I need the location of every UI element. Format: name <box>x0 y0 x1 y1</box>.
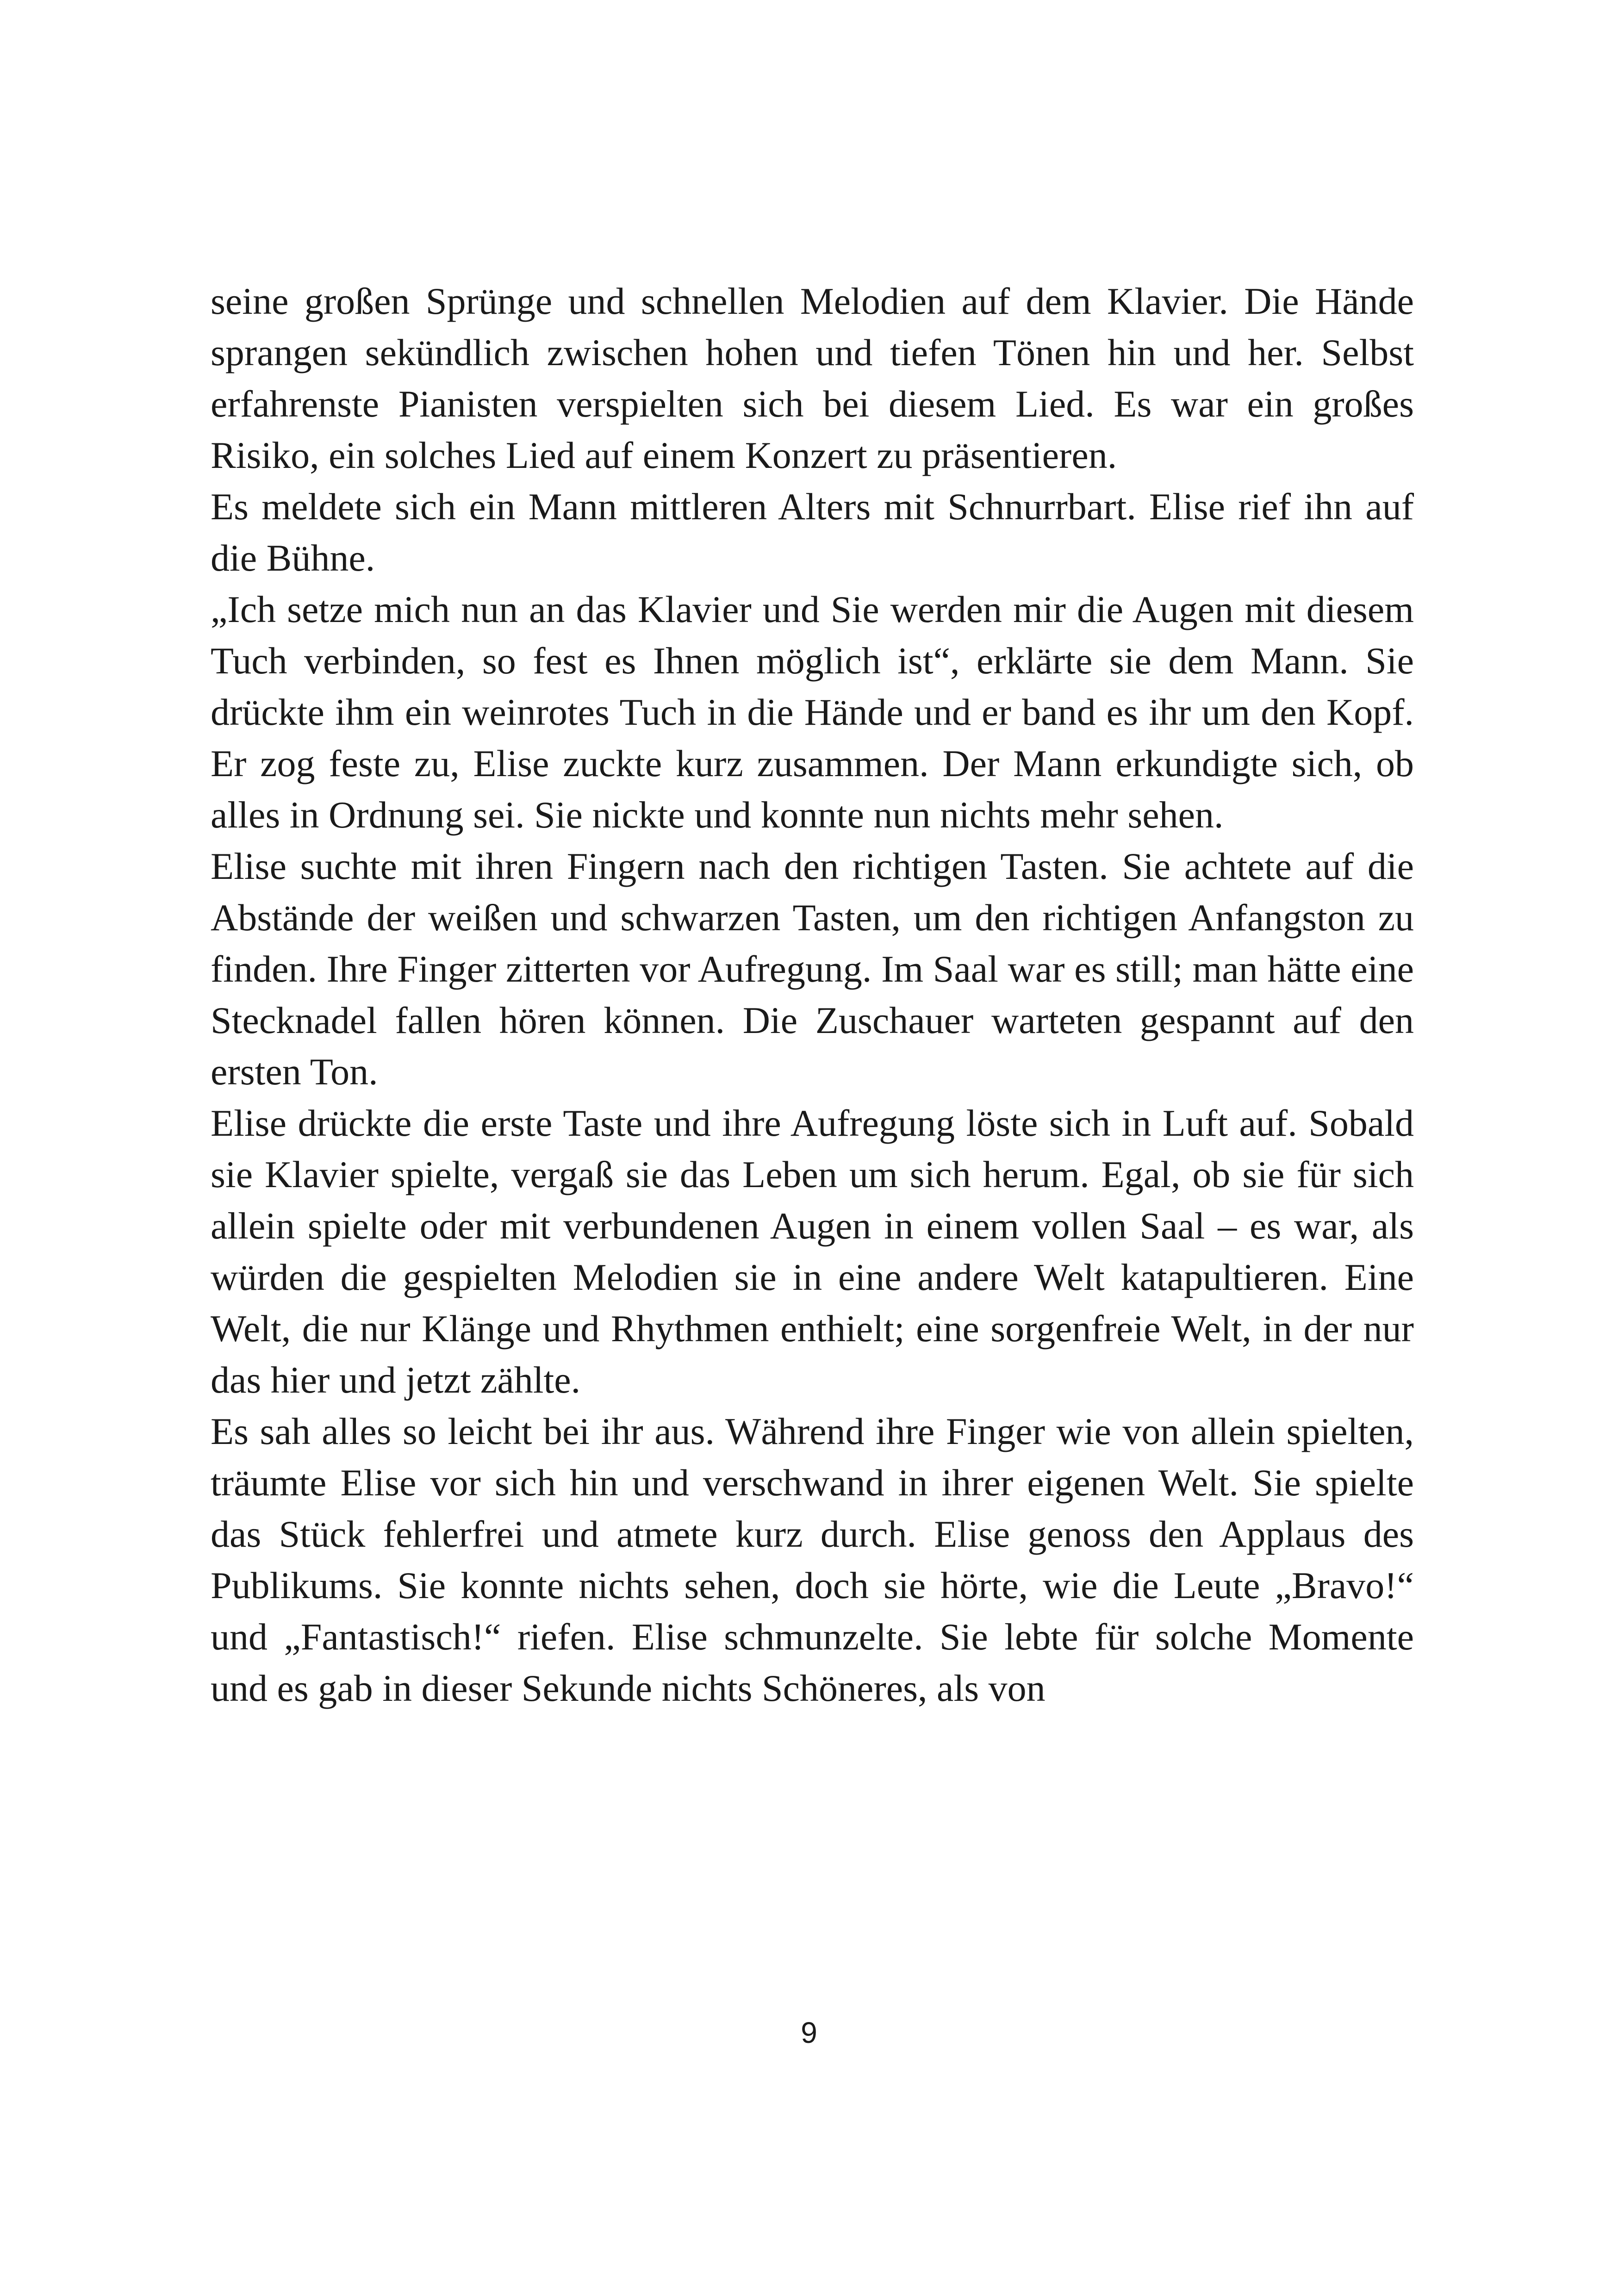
paragraph: Elise suchte mit ihren Fingern nach den richtigen Tasten. Sie achtete auf die Abstände der weißen und schwarzen Tasten, um den richtigen Anfangston zu finden. Ihre Finger zitterten vor Aufregung. Im Saal war es still; man hätte eine Stecknadel fallen hören können. Die Zuschauer warteten gespannt auf den ersten Ton. <box>211 845 1414 1093</box>
paragraph: Es meldete sich ein Mann mittleren Alters mit Schnurrbart. Elise rief ihn auf die Bühne. <box>211 485 1414 579</box>
paragraph: Es sah alles so leicht bei ihr aus. Während ihre Finger wie von allein spielten, träumte Elise vor sich hin und verschwand in ihrer eigenen Welt. Sie spielte das Stück fehlerfrei und atmete kurz durch. Elise genoss den Applaus des Publikums. Sie konnte nichts sehen, doch sie hörte, wie die Leute „Bravo!“ und „Fantastisch!“ riefen. Elise schmunzelte. Sie lebte für solche Momente und es gab in dieser Sekunde nichts Schöneres, als von <box>211 1410 1414 1709</box>
paragraph: „Ich setze mich nun an das Klavier und Sie werden mir die Augen mit diesem Tuch verbinden, so fest es Ihnen möglich ist“, erklärte sie dem Mann. Sie drückte ihm ein weinrotes Tuch in die Hände und er band es ihr um den Kopf. Er zog feste zu, Elise zuckte kurz zusammen. Der Mann erkundigte sich, ob alles in Ordnung sei. Sie nickte und konnte nun nichts mehr sehen. <box>211 588 1414 836</box>
paragraph: seine großen Sprünge und schnellen Melodien auf dem Klavier. Die Hände sprangen sekündlich zwischen hohen und tiefen Tönen hin und her. Selbst erfahrenste Pianisten verspielten sich bei diesem Lied. Es war ein großes Risiko, ein solches Lied auf einem Konzert zu präsentieren. <box>211 280 1414 476</box>
paragraph: Elise drückte die erste Taste und ihre Aufregung löste sich in Luft auf. Sobald sie Klavier spielte, vergaß sie das Leben um sich herum. Egal, ob sie für sich allein spielte oder mit verbundenen Augen in einem vollen Saal – es war, als würden die gespielten Melodien sie in eine andere Welt katapultieren. Eine Welt, die nur Klänge und Rhythmen enthielt; eine sorgenfreie Welt, in der nur das hier und jetzt zählte. <box>211 1102 1414 1401</box>
body-text <box>211 275 1414 1714</box>
page-number: 9 <box>801 2016 817 2049</box>
